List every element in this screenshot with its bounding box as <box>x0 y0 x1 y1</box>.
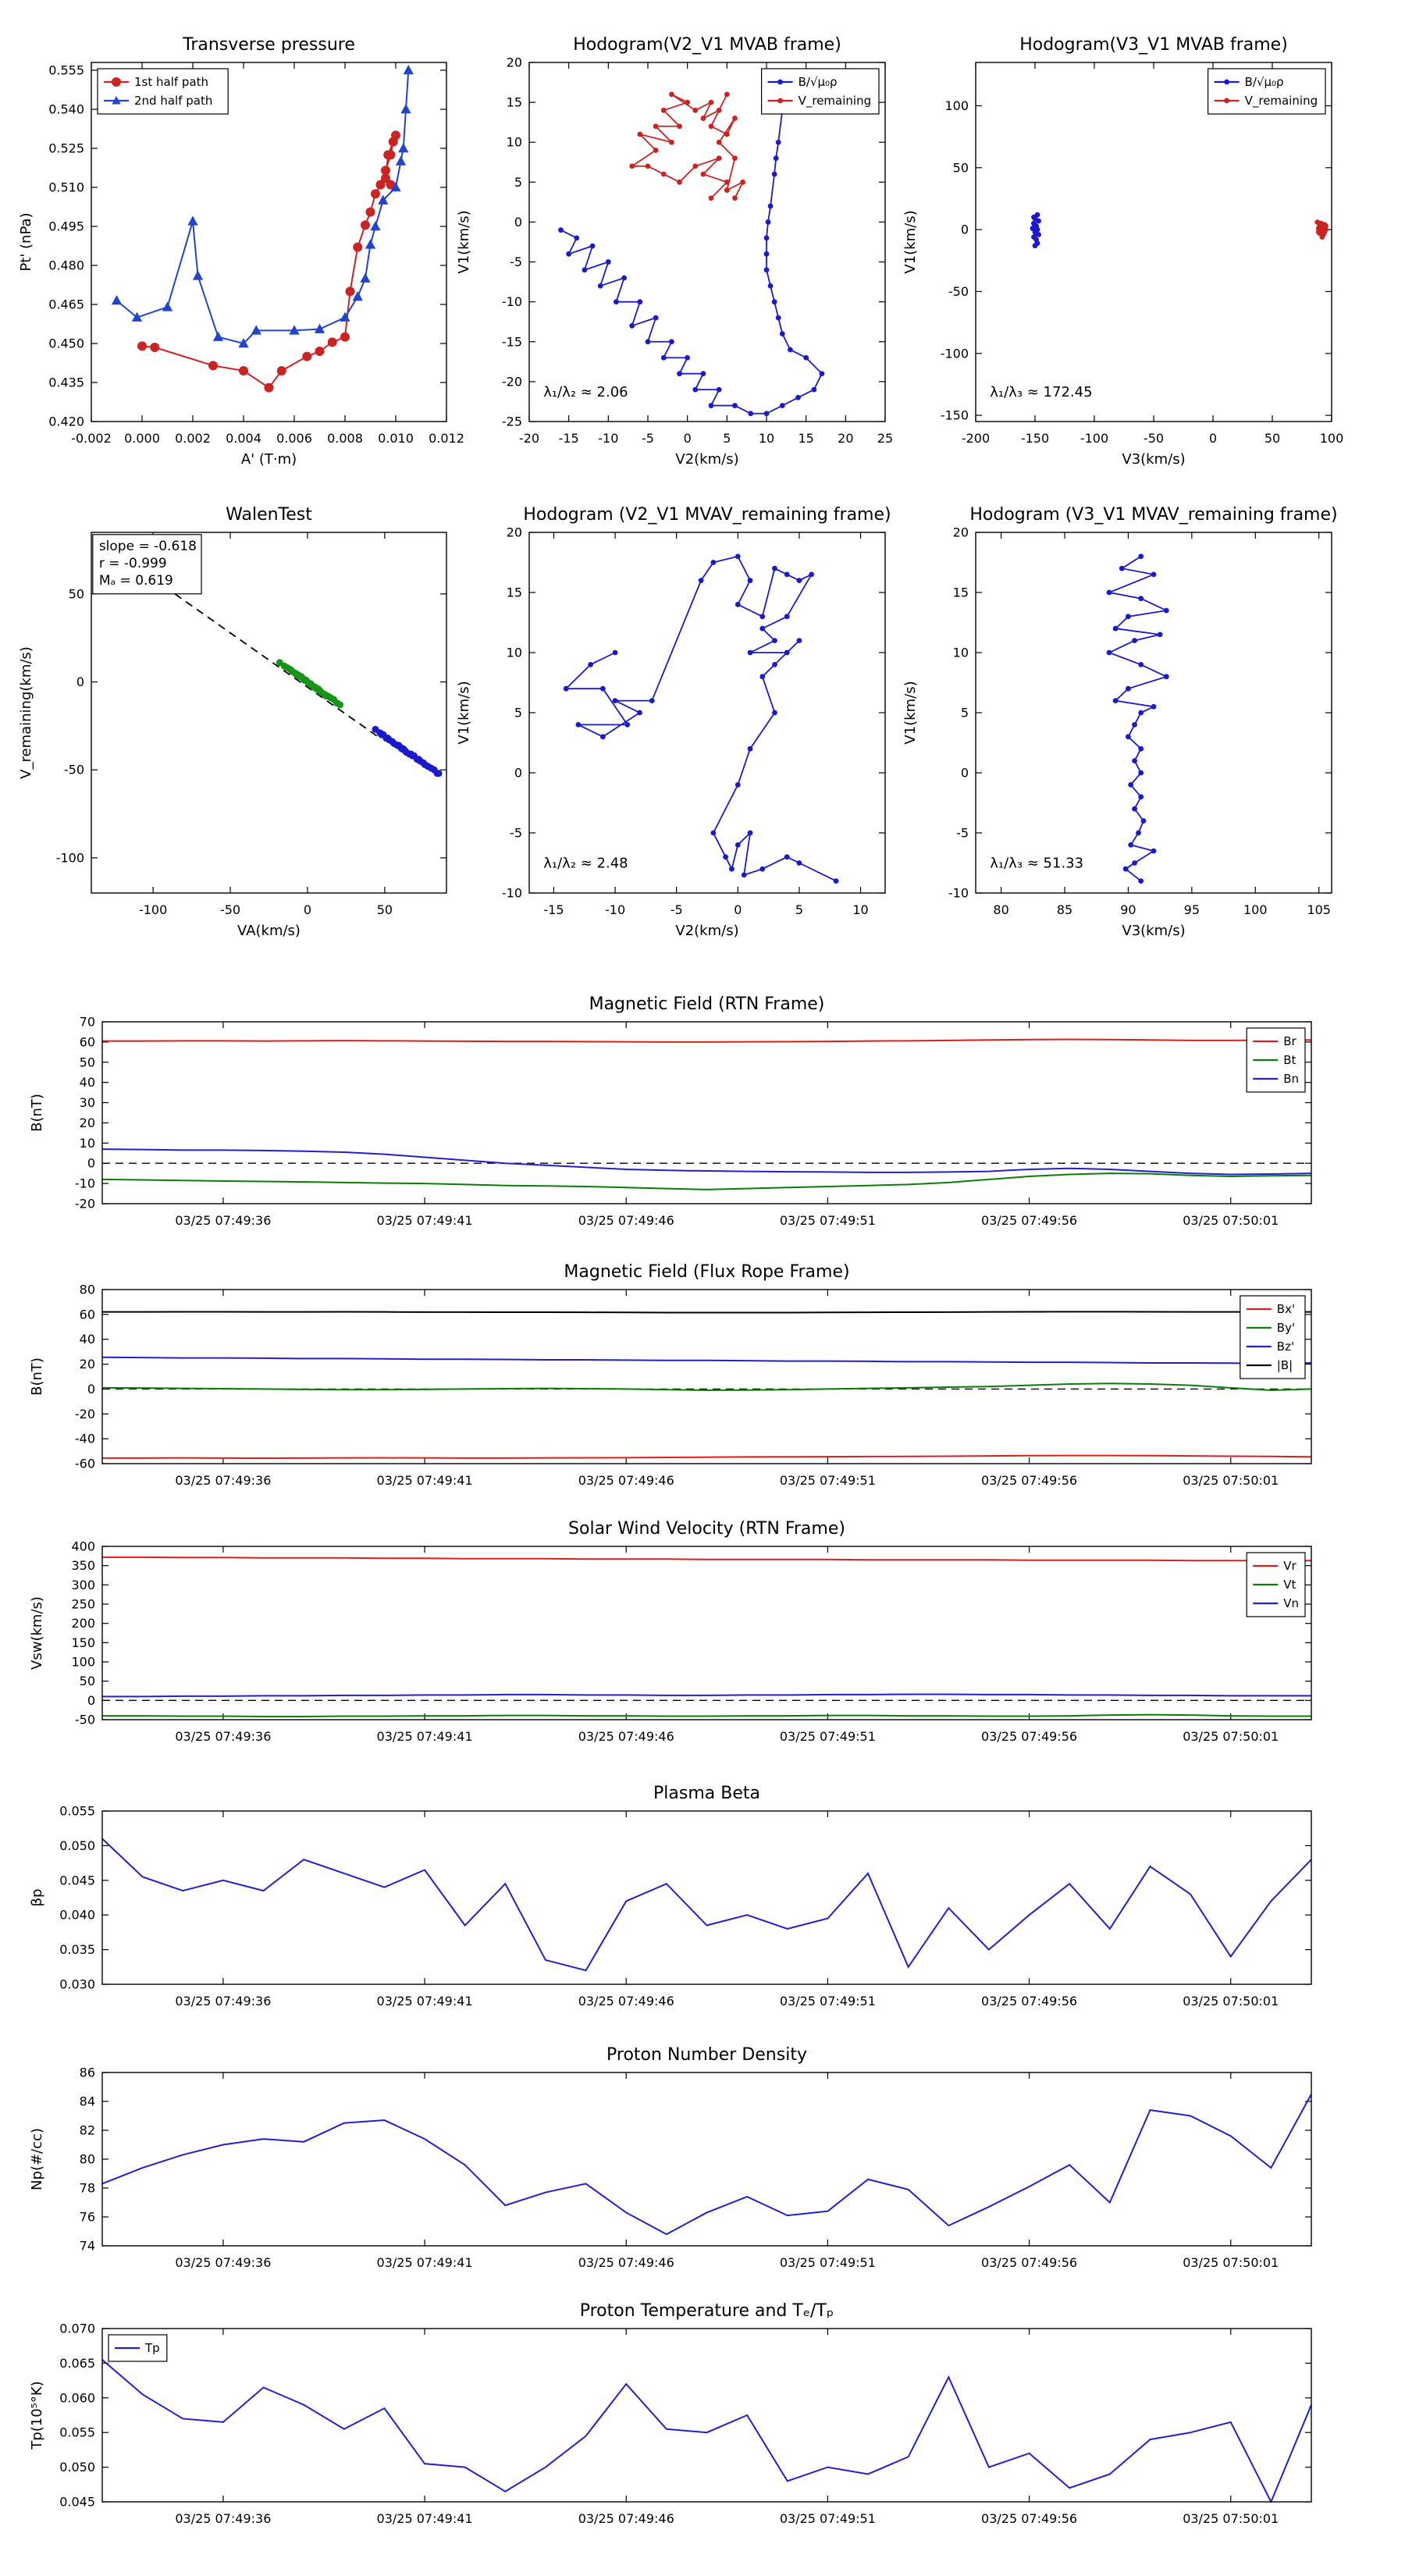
y-tick-label: -100 <box>940 346 969 361</box>
transverse_pressure-ylabel: Pt' (nPa) <box>18 212 34 272</box>
proton_density-ylabel: Np(#/cc) <box>29 2128 45 2190</box>
walen_test-xlabel: VA(km/s) <box>237 923 301 939</box>
y-tick-label: 10 <box>506 134 522 150</box>
x-tick-label: 03/25 07:49:36 <box>175 1994 272 2008</box>
b_flux_rope-title: Magnetic Field (Flux Rope Frame) <box>564 1262 850 1282</box>
x-tick-label: 03/25 07:49:36 <box>175 1473 272 1488</box>
x-tick-label: 5 <box>723 431 731 446</box>
plasma_beta-title: Plasma Beta <box>653 1784 760 1803</box>
y-tick-label: 40 <box>79 1332 95 1347</box>
y-tick-label: 50 <box>68 586 84 602</box>
y-tick-label: 0.555 <box>48 62 84 78</box>
y-tick-label: 0.480 <box>48 258 84 273</box>
y-tick-label: 0.465 <box>48 297 84 312</box>
x-tick-label: 03/25 07:49:41 <box>376 2255 473 2270</box>
x-tick-label: -20 <box>518 431 540 446</box>
y-tick-label: -60 <box>74 1456 95 1471</box>
y-tick-label: 30 <box>79 1095 95 1111</box>
annotation-line: Mₐ = 0.619 <box>98 572 173 589</box>
x-tick-label: 03/25 07:49:36 <box>175 1729 272 1744</box>
y-tick-label: 84 <box>79 2094 95 2109</box>
x-tick-label: 0.006 <box>276 431 312 446</box>
x-tick-label: 15 <box>798 431 814 446</box>
x-tick-label: -5 <box>642 431 654 446</box>
x-tick-label: -100 <box>138 902 168 917</box>
x-tick-label: 90 <box>1120 902 1136 917</box>
y-tick-label: 0.050 <box>59 2460 95 2475</box>
legend-label: Bt <box>1283 1053 1297 1067</box>
x-tick-label: 03/25 07:49:51 <box>779 1473 876 1488</box>
x-tick-label: -100 <box>1080 431 1109 446</box>
x-tick-label: -10 <box>598 431 619 446</box>
legend-label: By' <box>1276 1321 1296 1335</box>
y-tick-label: 0 <box>514 765 522 781</box>
x-tick-label: 0.000 <box>124 431 160 446</box>
x-tick-label: 03/25 07:50:01 <box>1183 1473 1279 1488</box>
x-tick-label: 03/25 07:50:01 <box>1183 2511 1279 2526</box>
y-tick-label: 50 <box>79 1055 95 1070</box>
b_rtn-ylabel: B(nT) <box>29 1094 45 1132</box>
y-tick-label: 0 <box>87 1155 95 1171</box>
annotation: λ₁/λ₂ ≈ 2.06 <box>543 383 628 400</box>
plasma_beta-ylabel: βp <box>29 1888 45 1907</box>
y-tick-label: 0.420 <box>48 414 84 429</box>
y-tick-label: 74 <box>79 2238 95 2254</box>
y-tick-label: -10 <box>501 294 522 310</box>
annotation: λ₁/λ₃ ≈ 172.45 <box>990 383 1093 400</box>
x-tick-label: -0.002 <box>71 431 112 446</box>
y-tick-label: -50 <box>74 1712 95 1727</box>
x-tick-label: 03/25 07:49:41 <box>376 2511 473 2526</box>
y-tick-label: -50 <box>63 762 84 777</box>
y-tick-label: 20 <box>79 1115 95 1130</box>
hodogram_v3v1_mvav-xlabel: V3(km/s) <box>1122 923 1186 939</box>
x-tick-label: 03/25 07:49:51 <box>779 2511 876 2526</box>
vsw_rtn-ylabel: Vsw(km/s) <box>29 1596 45 1670</box>
x-tick-label: 100 <box>1243 902 1268 917</box>
y-tick-label: 60 <box>79 1307 95 1322</box>
x-tick-label: 10 <box>758 431 775 446</box>
y-tick-label: 5 <box>514 705 522 720</box>
transverse_pressure-xlabel: A' (T·m) <box>240 451 297 468</box>
y-tick-label: 20 <box>506 55 522 70</box>
x-tick-label: 03/25 07:49:41 <box>376 1213 473 1228</box>
x-tick-label: -200 <box>961 431 991 446</box>
legend-label: Vn <box>1283 1596 1299 1610</box>
x-tick-label: 03/25 07:50:01 <box>1183 2255 1279 2270</box>
x-tick-label: 0 <box>734 902 742 917</box>
x-tick-label: 50 <box>1264 431 1281 446</box>
x-tick-label: 80 <box>993 902 1009 917</box>
x-tick-label: 95 <box>1183 902 1200 917</box>
y-tick-label: -20 <box>501 374 522 390</box>
y-tick-label: 0.495 <box>48 219 84 234</box>
y-tick-label: 0 <box>960 765 969 781</box>
x-tick-label: -50 <box>219 902 241 917</box>
b_rtn-title: Magnetic Field (RTN Frame) <box>589 994 825 1014</box>
x-tick-label: 03/25 07:49:36 <box>175 1213 272 1228</box>
y-tick-label: -5 <box>510 825 522 841</box>
y-tick-label: 60 <box>79 1034 95 1050</box>
hodogram_v2v1_mvab-ylabel: V1(km/s) <box>456 210 472 274</box>
y-tick-label: 20 <box>506 525 522 540</box>
x-tick-label: 03/25 07:50:01 <box>1183 1729 1279 1744</box>
x-tick-label: 03/25 07:49:51 <box>779 2255 876 2270</box>
x-tick-label: 0 <box>303 902 312 917</box>
y-tick-label: 10 <box>79 1135 95 1151</box>
legend-label: V_remaining <box>798 94 872 108</box>
y-tick-label: -15 <box>501 334 522 350</box>
y-tick-label: 0 <box>87 1381 95 1397</box>
x-tick-label: 0 <box>1208 431 1218 446</box>
transverse_pressure-legend <box>98 69 228 114</box>
y-tick-label: 70 <box>79 1014 95 1030</box>
x-tick-label: 25 <box>877 431 894 446</box>
y-tick-label: 10 <box>506 645 522 660</box>
x-tick-label: 50 <box>376 902 393 917</box>
y-tick-label: -10 <box>948 885 969 901</box>
annotation: λ₁/λ₂ ≈ 2.48 <box>543 855 628 872</box>
y-tick-label: 15 <box>506 94 522 110</box>
y-tick-label: -50 <box>948 283 969 299</box>
y-tick-label: 20 <box>952 525 969 540</box>
vsw_rtn-title: Solar Wind Velocity (RTN Frame) <box>568 1519 845 1539</box>
x-tick-label: 03/25 07:50:01 <box>1183 1994 1279 2008</box>
legend-label: B/√μ₀ρ <box>798 75 838 89</box>
x-tick-label: 03/25 07:49:36 <box>175 2255 272 2270</box>
x-tick-label: 03/25 07:49:51 <box>779 1729 876 1744</box>
y-tick-label: 80 <box>79 1282 95 1297</box>
annotation: λ₁/λ₃ ≈ 51.33 <box>990 855 1084 872</box>
legend-label: Bn <box>1283 1072 1300 1086</box>
x-tick-label: -5 <box>670 902 683 917</box>
y-tick-label: -100 <box>55 850 84 866</box>
y-tick-label: 350 <box>71 1558 95 1574</box>
y-tick-label: 10 <box>952 645 969 660</box>
y-tick-label: 0.070 <box>59 2321 95 2336</box>
y-tick-label: 86 <box>79 2065 95 2080</box>
y-tick-label: 15 <box>952 585 969 600</box>
proton_density-title: Proton Number Density <box>606 2045 807 2065</box>
y-tick-label: 0.065 <box>59 2355 95 2371</box>
hodogram_v3v1_mvab-legend <box>1208 69 1325 114</box>
x-tick-label: 10 <box>852 902 869 917</box>
hodogram_v2v1_mvab-title: Hodogram(V2_V1 MVAB frame) <box>573 35 841 55</box>
x-tick-label: 03/25 07:49:41 <box>376 1994 473 2008</box>
x-tick-label: -15 <box>543 902 564 917</box>
x-tick-label: -150 <box>1020 431 1050 446</box>
legend-label: 1st half path <box>134 75 209 89</box>
y-tick-label: 0.510 <box>48 180 84 195</box>
y-tick-label: 5 <box>960 705 969 720</box>
x-tick-label: 0 <box>683 431 692 446</box>
y-tick-label: 0.045 <box>59 2494 95 2510</box>
y-tick-label: 0.030 <box>59 1976 95 1992</box>
x-tick-label: 105 <box>1307 902 1331 917</box>
hodogram_v3v1_mvav-title: Hodogram (V3_V1 MVAV_remaining frame) <box>969 505 1338 525</box>
x-tick-label: 03/25 07:49:41 <box>376 1729 473 1744</box>
x-tick-label: -10 <box>604 902 626 917</box>
b_flux_rope-ylabel: B(nT) <box>29 1357 45 1396</box>
y-tick-label: 0.525 <box>48 141 84 156</box>
hodogram_v2v1_mvab-legend <box>762 69 879 114</box>
y-tick-label: 0.045 <box>59 1873 95 1888</box>
legend-label: 2nd half path <box>134 94 213 108</box>
vsw_rtn-legend <box>1247 1553 1305 1617</box>
transverse_pressure-title: Transverse pressure <box>183 35 355 55</box>
y-tick-label: -20 <box>74 1196 95 1212</box>
y-tick-label: 100 <box>71 1654 95 1670</box>
x-tick-label: 03/25 07:49:46 <box>578 1994 674 2008</box>
walen_test-title: WalenTest <box>226 505 312 525</box>
hodogram_v3v1_mvab-xlabel: V3(km/s) <box>1122 451 1186 468</box>
proton_temperature-title: Proton Temperature and Tₑ/Tₚ <box>579 2301 834 2321</box>
y-tick-label: 0 <box>87 1692 95 1708</box>
y-tick-label: 0.035 <box>59 1942 95 1958</box>
y-tick-label: 0.055 <box>59 2425 95 2440</box>
x-tick-label: 85 <box>1056 902 1073 917</box>
x-tick-label: 03/25 07:49:46 <box>578 2255 674 2270</box>
x-tick-label: 0.008 <box>327 431 363 446</box>
legend-label: Tp <box>145 2341 160 2355</box>
y-tick-label: -150 <box>940 407 969 423</box>
legend-label: Bx' <box>1276 1302 1296 1316</box>
x-tick-label: -15 <box>558 431 579 446</box>
y-tick-label: 150 <box>71 1635 95 1650</box>
hodogram_v2v1_mvav-ylabel: V1(km/s) <box>456 681 472 745</box>
y-tick-label: 0.450 <box>48 336 84 351</box>
x-tick-label: 20 <box>838 431 854 446</box>
x-tick-label: 03/25 07:49:56 <box>981 1473 1078 1488</box>
y-tick-label: 300 <box>71 1577 95 1592</box>
legend-label: |B| <box>1276 1358 1293 1372</box>
y-tick-label: -5 <box>956 825 969 841</box>
x-tick-label: 0.004 <box>226 431 261 446</box>
y-tick-label: 78 <box>79 2180 95 2196</box>
hodogram_v3v1_mvab-ylabel: V1(km/s) <box>902 210 919 274</box>
x-tick-label: 03/25 07:49:46 <box>578 2511 674 2526</box>
walen_test-ylabel: V_remaining(km/s) <box>18 646 34 779</box>
x-tick-label: 03/25 07:49:56 <box>981 1729 1078 1744</box>
x-tick-label: 03/25 07:49:56 <box>981 2511 1078 2526</box>
y-tick-label: 0 <box>76 674 84 690</box>
x-tick-label: 03/25 07:49:51 <box>779 1994 876 2008</box>
x-tick-label: 03/25 07:49:56 <box>981 1213 1078 1228</box>
y-tick-label: 0.050 <box>59 1838 95 1853</box>
x-tick-label: 03/25 07:49:41 <box>376 1473 473 1488</box>
y-tick-label: -10 <box>74 1176 95 1191</box>
y-tick-label: 400 <box>71 1539 95 1554</box>
y-tick-label: 200 <box>71 1616 95 1631</box>
y-tick-label: 20 <box>79 1357 95 1372</box>
y-tick-label: 250 <box>71 1596 95 1612</box>
x-tick-label: 5 <box>795 902 804 917</box>
legend-label: Br <box>1283 1034 1297 1048</box>
y-tick-label: -40 <box>74 1431 95 1446</box>
legend-label: Bz' <box>1276 1340 1295 1354</box>
annotation-line: slope = -0.618 <box>98 538 197 554</box>
x-tick-label: 0.010 <box>378 431 414 446</box>
x-tick-label: 100 <box>1319 431 1344 446</box>
y-tick-label: 0.040 <box>59 1907 95 1923</box>
y-tick-label: 0.540 <box>48 101 84 117</box>
x-tick-label: 0.002 <box>175 431 211 446</box>
b_rtn-legend <box>1247 1028 1305 1092</box>
x-tick-label: 03/25 07:49:46 <box>578 1213 674 1228</box>
y-tick-label: -5 <box>510 254 522 270</box>
proton_temperature-legend <box>108 2335 167 2361</box>
y-tick-label: 50 <box>79 1674 95 1689</box>
x-tick-label: 03/25 07:49:36 <box>175 2511 272 2526</box>
x-tick-label: 03/25 07:49:46 <box>578 1729 674 1744</box>
y-tick-label: 0.435 <box>48 375 84 390</box>
b_flux_rope-legend <box>1240 1296 1305 1379</box>
y-tick-label: 100 <box>944 98 969 114</box>
y-tick-label: 0 <box>960 222 969 237</box>
legend-label: V_remaining <box>1244 94 1318 108</box>
x-tick-label: 03/25 07:49:51 <box>779 1213 876 1228</box>
y-tick-label: 82 <box>79 2122 95 2138</box>
y-tick-label: -10 <box>501 885 522 901</box>
y-tick-label: 50 <box>952 160 969 176</box>
y-tick-label: 40 <box>79 1075 95 1091</box>
y-tick-label: -20 <box>74 1406 95 1421</box>
legend-label: B/√μ₀ρ <box>1244 75 1284 89</box>
hodogram_v2v1_mvab-xlabel: V2(km/s) <box>675 451 739 468</box>
y-tick-label: -25 <box>501 414 522 429</box>
y-tick-label: 76 <box>79 2209 95 2225</box>
y-tick-label: 5 <box>514 174 522 190</box>
x-tick-label: 03/25 07:50:01 <box>1183 1213 1279 1228</box>
y-tick-label: 0.055 <box>59 1803 95 1819</box>
x-tick-label: 03/25 07:49:46 <box>578 1473 674 1488</box>
y-tick-label: 80 <box>79 2151 95 2167</box>
hodogram_v3v1_mvab-title: Hodogram(V3_V1 MVAB frame) <box>1019 35 1288 55</box>
x-tick-label: 03/25 07:49:56 <box>981 1994 1078 2008</box>
x-tick-label: 03/25 07:49:56 <box>981 2255 1078 2270</box>
x-tick-label: -50 <box>1143 431 1165 446</box>
y-tick-label: 0 <box>514 214 522 229</box>
hodogram_v2v1_mvav-title: Hodogram (V2_V1 MVAV_remaining frame) <box>523 505 891 525</box>
y-tick-label: 0.060 <box>59 2390 95 2406</box>
legend-label: Vr <box>1283 1559 1297 1573</box>
x-tick-label: 0.012 <box>429 431 464 446</box>
legend-label: Vt <box>1283 1578 1297 1592</box>
hodogram_v3v1_mvav-ylabel: V1(km/s) <box>902 681 919 745</box>
series-B_mag <box>102 1311 1311 1312</box>
hodogram_v2v1_mvav-xlabel: V2(km/s) <box>675 923 739 939</box>
proton_temperature-ylabel: Tp(10⁵°K) <box>29 2381 45 2450</box>
annotation-line: r = -0.999 <box>98 555 167 571</box>
y-tick-label: 15 <box>506 585 522 600</box>
